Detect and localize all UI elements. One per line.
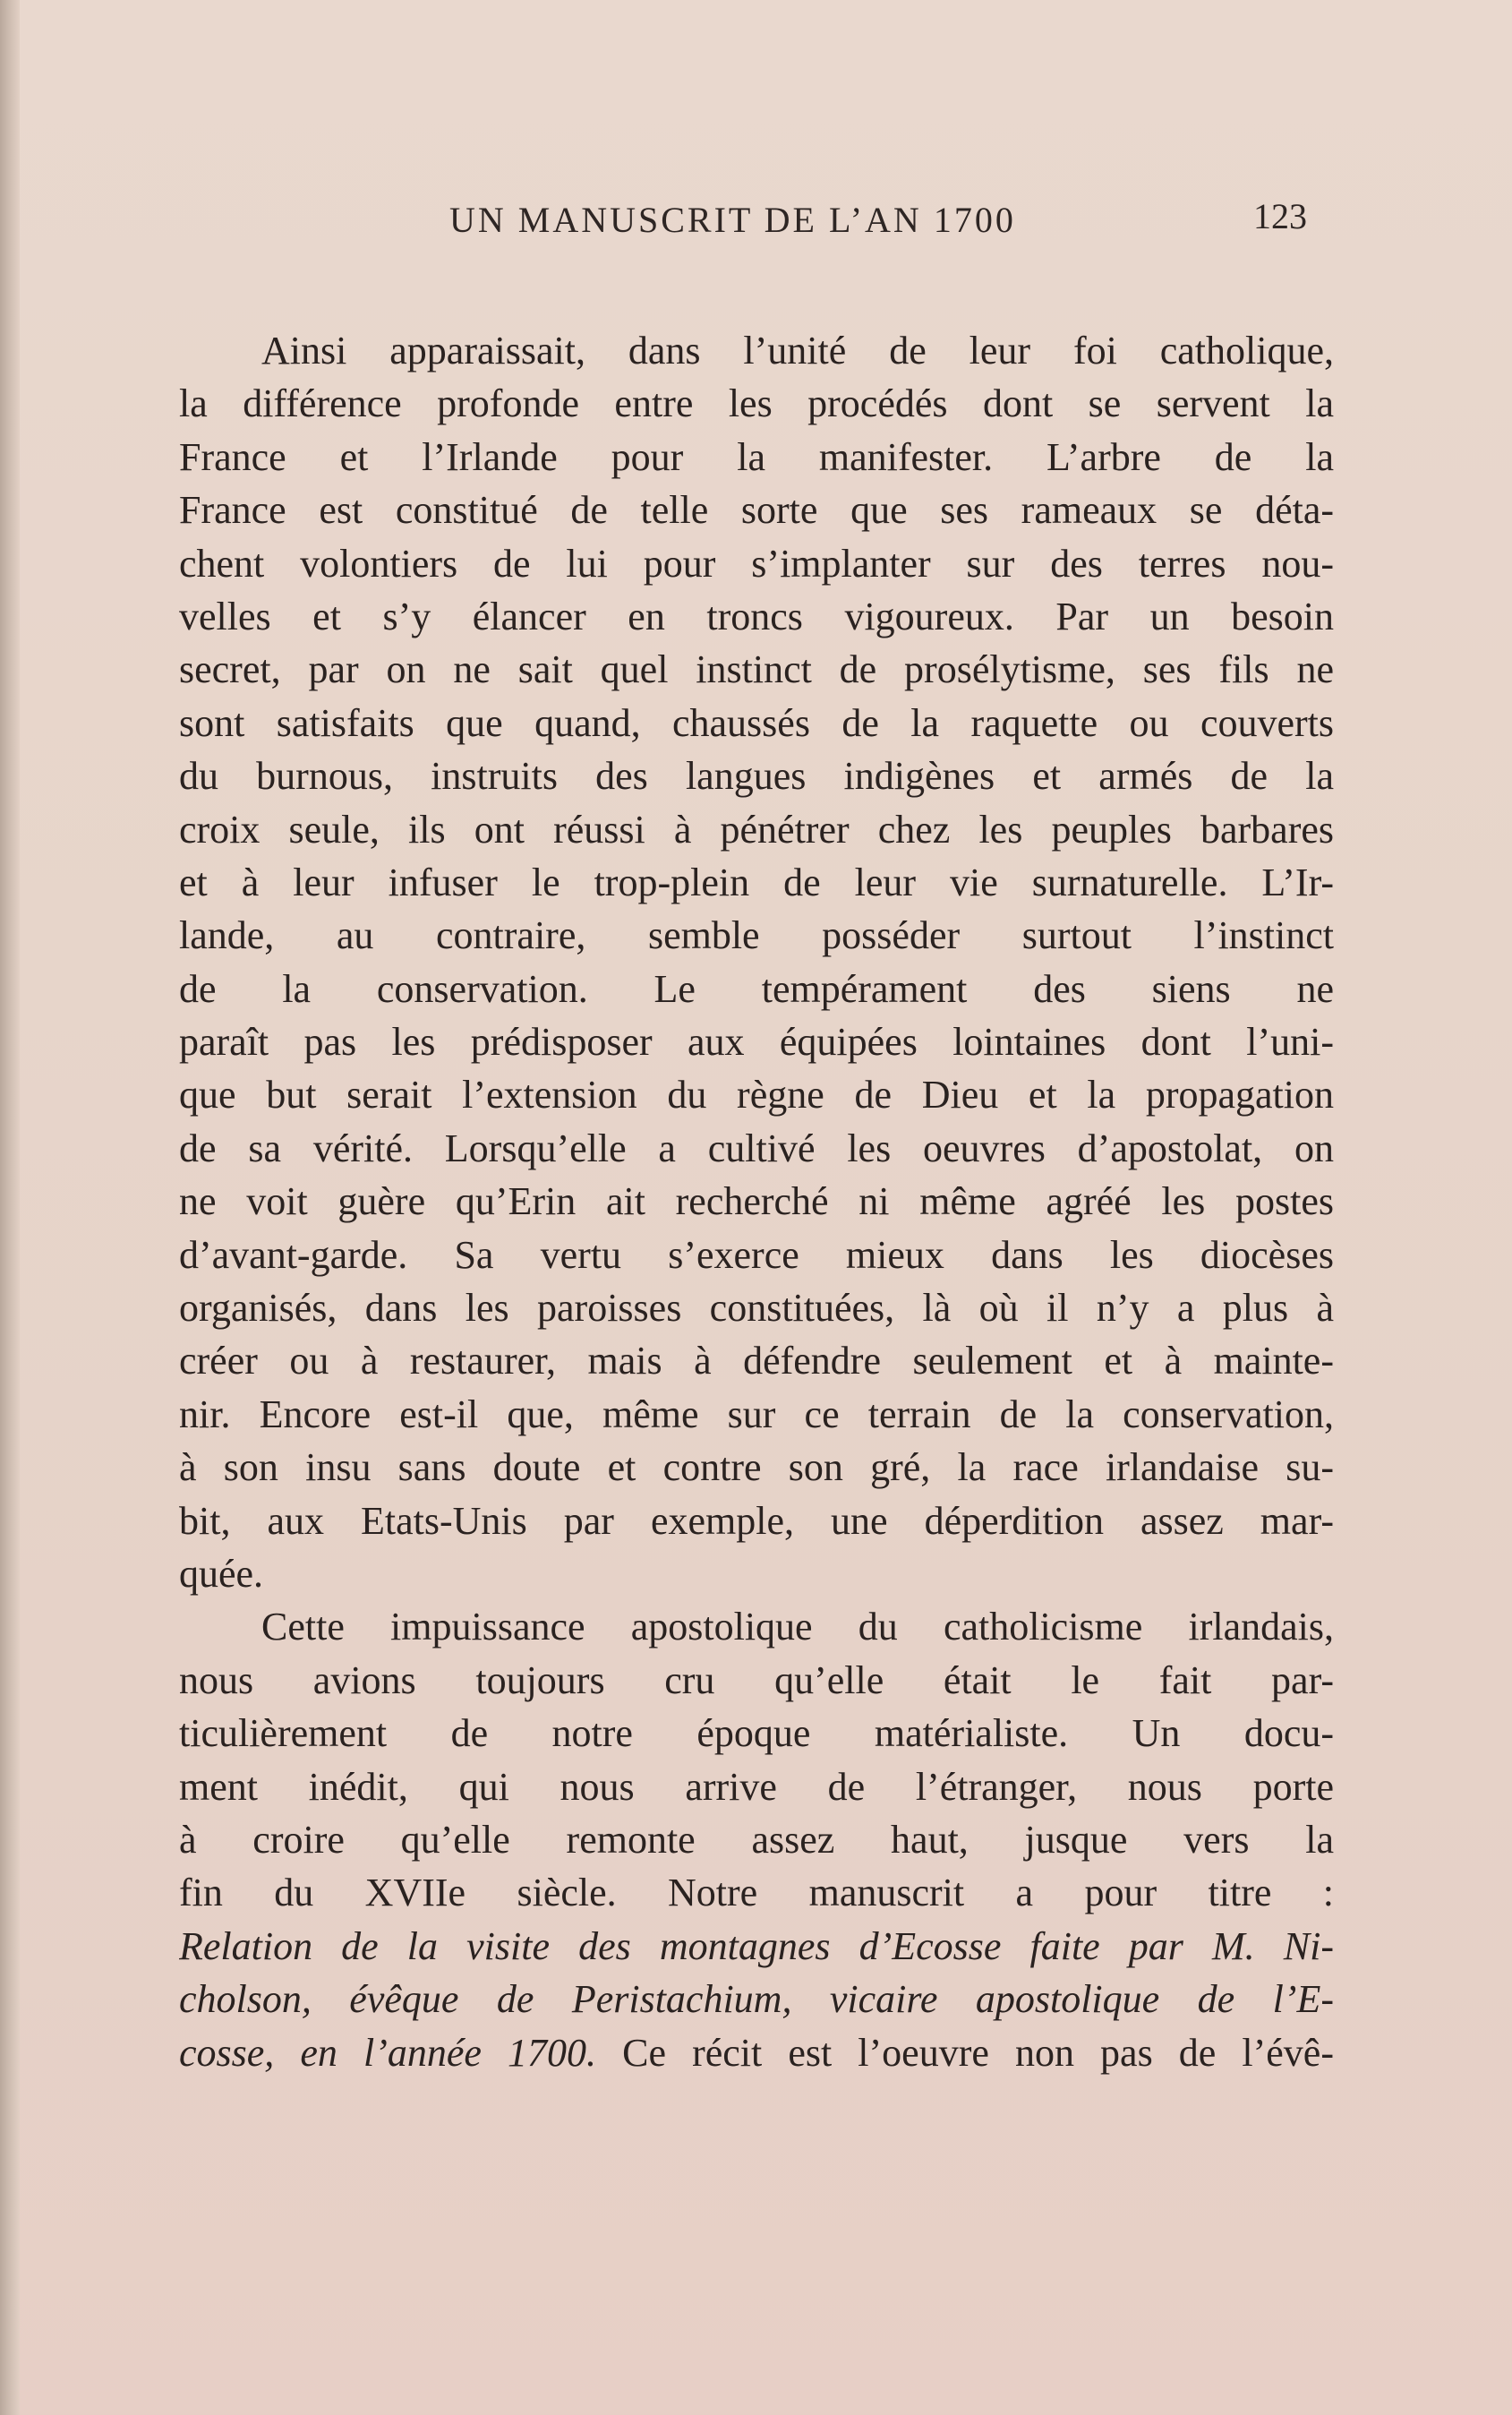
text-line: à son insu sans doute et contre son gré, la race irlandaise su- — [179, 1445, 1334, 1490]
text-line: fin du XVIIe siècle. Notre manuscrit a pour titre : — [179, 1871, 1334, 1915]
text-line: d’avant-garde. Sa vertu s’exerce mieux dans les diocèses — [179, 1232, 1334, 1277]
page-number: 123 — [1253, 196, 1307, 236]
text-line: lande, au contraire, semble posséder surtout l’instinct — [179, 913, 1334, 958]
text-line — [179, 2026, 1334, 2079]
text-line: France et l’Irlande pour la manifester. L’arbre de la — [179, 434, 1334, 479]
paragraph-2 — [179, 1600, 1334, 2079]
text-line-italic: cholson, évêque de Peristachium, vicaire apostolique de l’E- — [179, 1977, 1334, 2022]
text-line: et à leur infuser le trop-plein de leur vie surnaturelle. L’Ir- — [179, 860, 1334, 904]
text-line-italic: Relation de la visite des montagnes d’Ecosse faite par M. Ni- — [179, 1923, 1334, 1968]
text-line: organisés, dans les paroisses constituées, là où il n’y a plus à — [179, 1286, 1334, 1331]
text-line: nir. Encore est-il que, même sur ce terrain de la conservation, — [179, 1392, 1334, 1436]
text-line-tail: Ce récit est l’oeuvre non pas de l’évê- — [622, 2030, 1334, 2075]
text-line: quée. — [179, 1551, 264, 1596]
text-line: paraît pas les prédisposer aux équipées lointaines dont l’uni- — [179, 1020, 1334, 1065]
manuscript-title-end: cosse, en l’année 1700. — [179, 2030, 597, 2075]
text-line: bit, aux Etats-Unis par exemple, une déperdition assez mar- — [179, 1498, 1334, 1543]
text-line: croix seule, ils ont réussi à pénétrer chez les peuples barbares — [179, 807, 1334, 852]
text-line: ne voit guère qu’Erin ait recherché ni même agréé les postes — [179, 1179, 1334, 1224]
paragraph-1 — [179, 324, 1334, 1600]
text-line: nous avions toujours cru qu’elle était le fait par- — [179, 1657, 1334, 1702]
text-line: ment inédit, qui nous arrive de l’étranger, nous porte — [179, 1764, 1334, 1809]
text-line: que but serait l’extension du règne de Dieu et la propagation — [179, 1073, 1334, 1118]
running-title: UN MANUSCRIT DE L’AN 1700 — [449, 200, 1016, 240]
text-line: chent volontiers de lui pour s’implanter sur des terres nou- — [179, 541, 1334, 586]
text-line: du burnous, instruits des langues indigènes et armés de la — [179, 754, 1334, 799]
text-line: Ainsi apparaissait, dans l’unité de leur foi catholique, — [261, 329, 1334, 373]
text-line: secret, par on ne sait quel instinct de prosélytisme, ses fils ne — [179, 647, 1334, 692]
text-line: à croire qu’elle remonte assez haut, jusque vers la — [179, 1817, 1334, 1862]
text-line: ticulièrement de notre époque matérialiste. Un docu- — [179, 1711, 1334, 1756]
text-line: créer ou à restaurer, mais à défendre seulement et à mainte- — [179, 1339, 1334, 1383]
body-text — [179, 324, 1334, 2079]
page-header — [170, 196, 1325, 253]
text-line: la différence profonde entre les procédés dont se servent la — [179, 381, 1334, 426]
text-line: France est constitué de telle sorte que ses rameaux se déta- — [179, 488, 1334, 533]
text-line: de sa vérité. Lorsqu’elle a cultivé les oeuvres d’apostolat, on — [179, 1126, 1334, 1170]
text-line: sont satisfaits que quand, chaussés de la raquette ou couverts — [179, 700, 1334, 745]
text-line: de la conservation. Le tempérament des siens ne — [179, 966, 1334, 1011]
text-line: velles et s’y élancer en troncs vigoureux. Par un besoin — [179, 594, 1334, 638]
page-binding-edge — [0, 0, 20, 2415]
text-line: Cette impuissance apostolique du catholicisme irlandais, — [261, 1605, 1334, 1649]
